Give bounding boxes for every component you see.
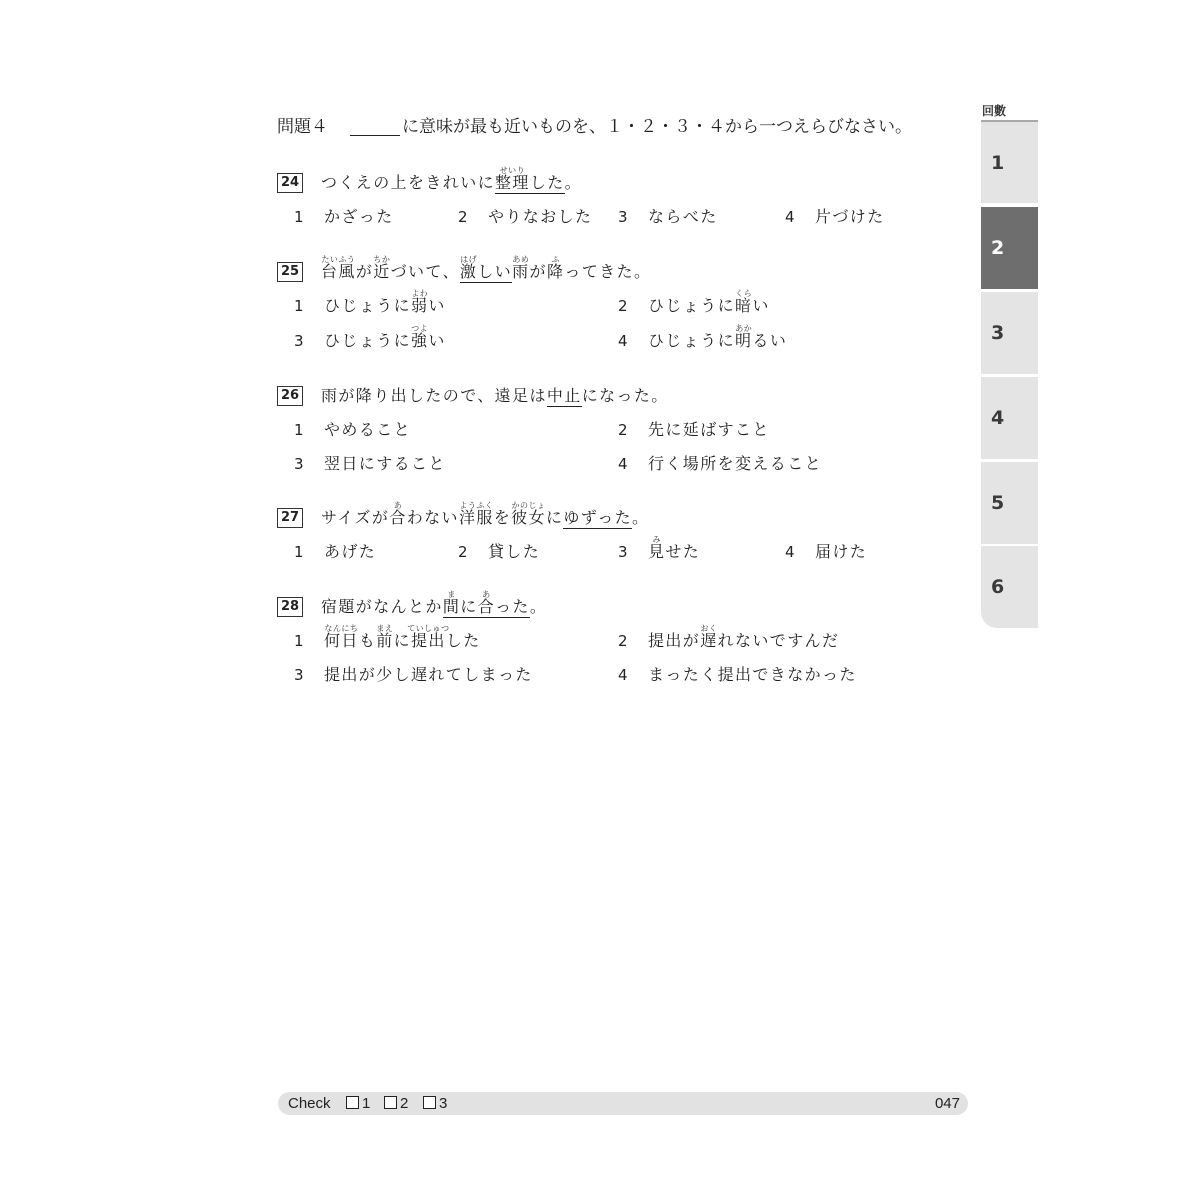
question-sentence [321, 501, 650, 529]
option-number: 4 [618, 455, 628, 473]
option-4 [785, 207, 885, 227]
ruby-base-text: 近 ちか [373, 255, 391, 281]
question-sentence [321, 590, 548, 618]
text-segment: あげた [324, 542, 377, 561]
text-segment: やめること [324, 420, 412, 439]
underlined-target-text: 中止 [546, 386, 582, 405]
question-number-box: 24 [277, 173, 303, 193]
ruby-base-text: 洋服 ようふく [458, 501, 494, 527]
section-header [0, 116, 960, 138]
option-number: 1 [294, 297, 304, 315]
section-instruction: に意味が最も近いものを、１・２・３・４から一つえらびなさい。 [402, 117, 912, 136]
check-item-2 [384, 1092, 408, 1115]
question-24 [0, 166, 960, 193]
option-text [648, 535, 701, 562]
text-segment: 先に延ばすこと [648, 420, 770, 439]
option-text [324, 420, 411, 440]
ruby-base-text: 遅 おく [700, 624, 718, 650]
furigana: あめ [512, 255, 530, 264]
underlined-target-text: 間 ま [442, 590, 461, 616]
option-2 [618, 420, 770, 440]
option-text [324, 624, 481, 651]
option-text [324, 665, 533, 685]
option-text [815, 542, 867, 562]
check-label: Check [288, 1095, 331, 1112]
option-3 [294, 454, 446, 474]
option-4 [618, 454, 822, 474]
text-segment: に [393, 631, 412, 650]
text-segment: 。 [632, 508, 650, 527]
underlined-target-text: 合 あ [477, 590, 496, 616]
text-segment: 届けた [815, 542, 868, 561]
ruby-base-text: 降 ふ [546, 255, 565, 281]
ruby-base-text: 強 つよ [411, 324, 429, 350]
furigana: あ [482, 590, 491, 599]
question-26 [0, 386, 960, 406]
question-25 [0, 255, 960, 282]
check-item-label: 1 [362, 1095, 371, 1112]
furigana: たいふう [321, 255, 356, 264]
footer-bar [278, 1092, 968, 1115]
furigana: おく [700, 624, 718, 633]
checkbox-icon [384, 1096, 397, 1109]
underlined-target-text: 激 はげ [459, 255, 478, 281]
option-number: 1 [294, 421, 304, 439]
furigana: ま [447, 590, 456, 599]
furigana: せいり [499, 166, 526, 175]
option-number: 2 [458, 208, 468, 226]
text-segment: 行く場所を変えること [648, 454, 823, 473]
text-segment: 翌日にすること [324, 454, 446, 473]
text-segment: ひじょうに [648, 331, 736, 350]
option-text [324, 289, 446, 316]
ruby-base-text: 弱 よわ [411, 289, 429, 315]
furigana: ふ [551, 255, 560, 264]
question-28 [0, 590, 960, 617]
furigana: つよ [411, 324, 429, 333]
option-number: 1 [294, 208, 304, 226]
option-2 [618, 289, 770, 316]
furigana: あか [735, 324, 753, 333]
question-number-box: 25 [277, 262, 303, 282]
text-segment: を [493, 508, 512, 527]
text-segment: 提出が [648, 631, 701, 650]
check-item-label: 3 [439, 1095, 448, 1112]
text-segment: 提出が少し遅れてしまった [324, 665, 533, 684]
option-2 [458, 207, 592, 227]
option-text [815, 207, 885, 227]
text-segment: になった。 [581, 386, 669, 405]
option-3 [294, 665, 533, 685]
option-text [648, 624, 840, 651]
text-segment: に [545, 508, 564, 527]
option-text [648, 207, 718, 227]
check-item-3 [423, 1092, 447, 1115]
option-number: 4 [785, 543, 795, 561]
underlined-target-text: 整理 せいり [495, 166, 530, 192]
option-text [648, 324, 788, 351]
option-number: 3 [294, 455, 304, 473]
side-tab-1 [981, 120, 1038, 203]
option-text [324, 207, 394, 227]
underlined-target-text: しい [477, 262, 513, 281]
text-segment: まったく提出できなかった [648, 665, 857, 684]
text-segment: づいて、 [390, 262, 460, 281]
option-3 [618, 207, 718, 227]
text-segment: も [358, 631, 377, 650]
option-text [488, 542, 540, 562]
underlined-target-text: した [529, 173, 565, 192]
question-number-box: 28 [277, 597, 303, 617]
section-label: 問題４ [277, 117, 328, 136]
option-text [488, 207, 592, 227]
side-tab-6 [981, 546, 1038, 628]
text-segment: ひじょうに [648, 296, 736, 315]
option-text [324, 542, 376, 562]
underlined-target-text: ゆずった [563, 508, 633, 527]
ruby-base-text: 提出 ていしゅつ [407, 624, 450, 650]
option-number: 4 [618, 332, 628, 350]
text-segment: が [529, 262, 547, 281]
text-segment: い [428, 331, 446, 350]
question-number-box: 27 [277, 508, 303, 528]
text-segment: 。 [564, 173, 583, 192]
option-number: 3 [618, 208, 628, 226]
text-segment: 。 [529, 597, 548, 616]
text-segment: れないですんだ [717, 631, 840, 650]
option-4 [618, 665, 857, 685]
option-1 [294, 289, 446, 316]
option-1 [294, 207, 394, 227]
furigana: あ [393, 501, 403, 510]
side-tab-5 [981, 462, 1038, 544]
option-number: 1 [294, 543, 304, 561]
text-segment: ひじょうに [324, 296, 412, 315]
ruby-base-text: 台風 たいふう [321, 255, 356, 281]
question-sentence [321, 166, 583, 194]
question-27 [0, 501, 960, 528]
option-4 [618, 324, 788, 351]
text-segment: 雨が降り出したので、遠足は [321, 386, 547, 405]
checkbox-icon [423, 1096, 436, 1109]
side-tab-4 [981, 377, 1038, 459]
side-tab-label: 3 [991, 322, 1005, 344]
ruby-base-text: 合 あ [389, 501, 407, 527]
ruby-base-text: 彼女 かのじょ [511, 501, 546, 527]
furigana: くら [735, 289, 753, 298]
text-segment: 貸した [488, 542, 541, 561]
ruby-base-text: 明 あか [735, 324, 753, 350]
text-segment: 宿題がなんとか [321, 597, 443, 616]
furigana: よわ [411, 289, 429, 298]
ruby-base-text: 前 まえ [376, 624, 394, 650]
check-item-label: 2 [400, 1095, 409, 1112]
option-number: 4 [618, 666, 628, 684]
tabs-title: 回數 [982, 104, 1007, 118]
option-number: 2 [618, 421, 628, 439]
option-text [324, 454, 446, 474]
ruby-base-text: 暗 くら [735, 289, 753, 315]
side-tab-label: 2 [991, 237, 1005, 259]
side-tab-label: 1 [991, 152, 1005, 174]
option-2 [618, 624, 840, 651]
text-segment: わない [406, 508, 459, 527]
side-tab-label: 5 [991, 492, 1005, 514]
ruby-base-text: 雨 あめ [512, 255, 530, 281]
text-segment: るい [752, 331, 788, 350]
furigana: はげ [460, 255, 478, 264]
underlined-target-text: に [460, 597, 478, 616]
option-number: 2 [458, 543, 468, 561]
question-sentence [321, 255, 652, 283]
furigana: ちか [373, 255, 391, 264]
option-number: 3 [618, 543, 628, 561]
option-number: 3 [294, 332, 304, 350]
text-segment: い [428, 296, 446, 315]
option-number: 3 [294, 666, 304, 684]
side-tab-label: 4 [991, 407, 1005, 429]
text-segment: せた [665, 542, 701, 561]
furigana: ようふく [459, 501, 494, 510]
text-segment: 片づけた [815, 207, 885, 226]
page-number: 047 [934, 1095, 960, 1112]
underlined-target-text: った [495, 597, 530, 616]
furigana: み [652, 535, 661, 544]
furigana: まえ [376, 624, 394, 633]
side-tab-label: 6 [991, 576, 1005, 598]
text-segment: ってきた。 [564, 262, 652, 281]
option-3 [294, 324, 446, 351]
option-number: 4 [785, 208, 795, 226]
text-segment: サイズが [321, 508, 390, 527]
option-text [648, 665, 857, 685]
text-segment: かざった [324, 207, 394, 226]
text-segment: ならべた [648, 207, 718, 226]
text-segment: やりなおした [488, 207, 593, 226]
text-segment: ひじょうに [324, 331, 412, 350]
option-2 [458, 542, 540, 562]
option-text [648, 420, 770, 440]
text-segment: が [355, 262, 374, 281]
blank-underline [350, 135, 400, 136]
option-number: 1 [294, 632, 304, 650]
question-sentence [321, 386, 669, 407]
option-3 [618, 535, 701, 562]
text-segment: つくえの上をきれいに [321, 173, 496, 192]
checkbox-icon [346, 1096, 359, 1109]
question-number-box: 26 [277, 386, 303, 406]
option-text [648, 289, 770, 316]
furigana: かのじょ [511, 501, 546, 510]
furigana: ていしゅつ [407, 624, 450, 633]
text-segment: した [445, 631, 481, 650]
option-number: 2 [618, 632, 628, 650]
check-item-1 [346, 1092, 370, 1115]
text-segment: い [752, 296, 770, 315]
ruby-base-text: 何日 なんにち [324, 624, 359, 650]
option-4 [785, 542, 867, 562]
option-number: 2 [618, 297, 628, 315]
side-tab-2 [981, 207, 1038, 289]
option-1 [294, 542, 376, 562]
ruby-base-text: 見 み [648, 535, 666, 561]
option-text [648, 454, 822, 474]
option-1 [294, 624, 481, 651]
option-text [324, 324, 446, 351]
side-tab-3 [981, 292, 1038, 374]
furigana: なんにち [324, 624, 359, 633]
option-1 [294, 420, 411, 440]
